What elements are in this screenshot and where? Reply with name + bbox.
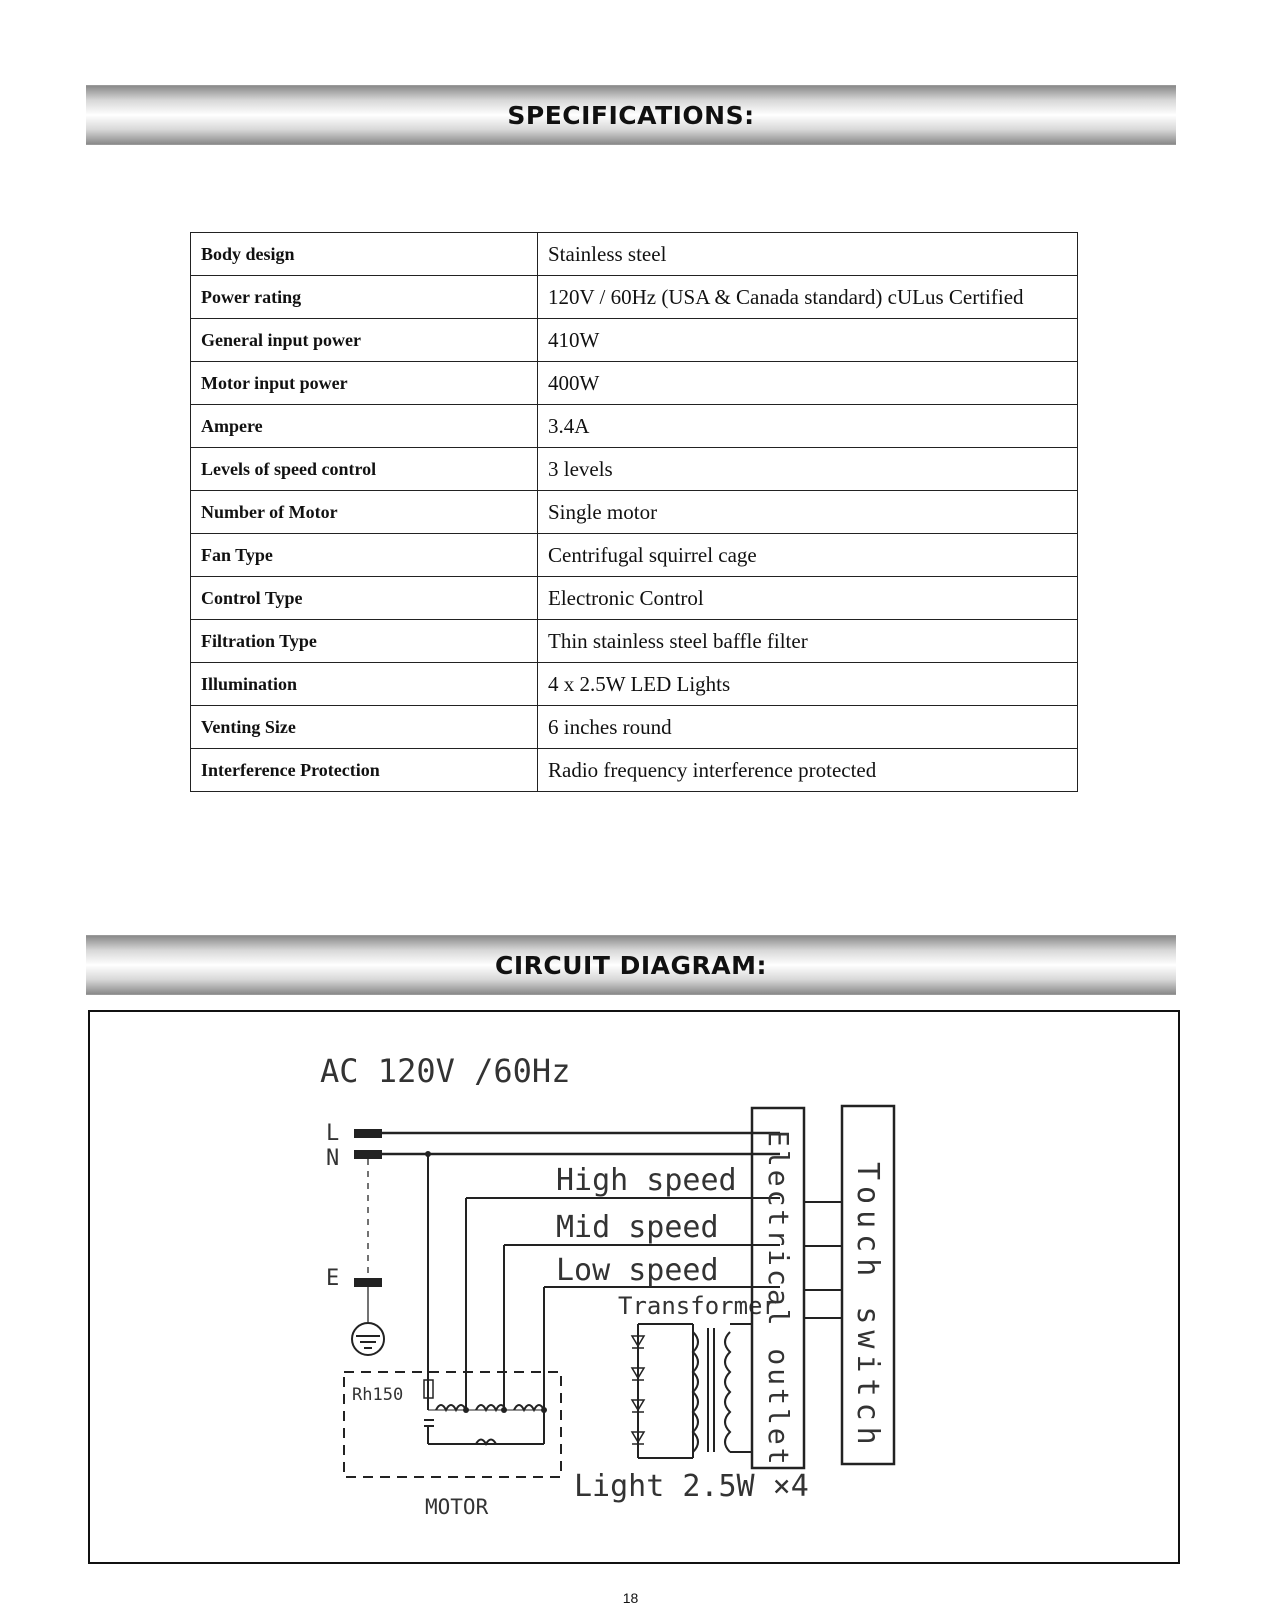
terminal-n-label: N [326,1146,340,1171]
supply-label: AC 120V /60Hz [320,1052,571,1090]
transformer-secondary-coil [725,1332,730,1452]
spec-row [191,362,1078,405]
spec-value: Centrifugal squirrel cage [538,534,1078,577]
electrical-outlet-label: Electrical outlet [762,1130,795,1468]
spec-value: Radio frequency interference protected [538,749,1078,792]
spec-value: Single motor [538,491,1078,534]
terminal-n-block [354,1150,382,1159]
spec-row [191,448,1078,491]
terminal-e-block [354,1278,382,1287]
spec-label: Body design [191,233,538,276]
motor-winding-symbol [436,1405,544,1410]
capacitor-label: Rh150 [352,1385,404,1405]
mid-speed-label: Mid speed [556,1210,719,1245]
specifications-heading: SPECIFICATIONS: [507,100,755,130]
terminal-e-label: E [326,1266,340,1291]
spec-value: Stainless steel [538,233,1078,276]
spec-row [191,620,1078,663]
spec-label: Control Type [191,577,538,620]
spec-value: 400W [538,362,1078,405]
specifications-table [190,232,1078,792]
circuit-diagram [88,1010,1180,1564]
spec-label: Filtration Type [191,620,538,663]
spec-row [191,534,1078,577]
spec-value: 3 levels [538,448,1078,491]
terminal-l-block [354,1129,382,1138]
spec-label: Power rating [191,276,538,319]
spec-value: 4 x 2.5W LED Lights [538,663,1078,706]
spec-value: 410W [538,319,1078,362]
spec-row [191,706,1078,749]
spec-row [191,491,1078,534]
spec-value: Thin stainless steel baffle filter [538,620,1078,663]
spec-row [191,233,1078,276]
spec-label: Number of Motor [191,491,538,534]
transformer-primary-coil [693,1332,698,1452]
low-speed-label: Low speed [556,1253,719,1288]
spec-row [191,577,1078,620]
motor-label: MOTOR [425,1495,489,1519]
spec-value: 120V / 60Hz (USA & Canada standard) cULus Certified [538,276,1078,319]
light-label: Light 2.5W ×4 [574,1469,809,1504]
circuit-diagram-banner [86,935,1176,995]
page-number: 18 [622,1590,639,1606]
spec-row [191,276,1078,319]
spec-row [191,319,1078,362]
specifications-banner [86,85,1176,145]
terminal-l-label: L [326,1121,340,1146]
spec-row [191,405,1078,448]
circuit-diagram-heading: CIRCUIT DIAGRAM: [494,950,767,980]
spec-label: Motor input power [191,362,538,405]
spec-row [191,663,1078,706]
spec-label: Levels of speed control [191,448,538,491]
high-speed-label: High speed [556,1163,737,1198]
spec-row [191,749,1078,792]
spec-label: Fan Type [191,534,538,577]
circuit-diagram-drawing [90,1012,1182,1566]
spec-label: Interference Protection [191,749,538,792]
touch-switch-label: Touch switch [850,1162,885,1451]
spec-value: 6 inches round [538,706,1078,749]
transformer-label: Transformer [618,1292,777,1320]
ground-icon [352,1323,384,1355]
spec-label: Venting Size [191,706,538,749]
spec-value: 3.4A [538,405,1078,448]
spec-label: Ampere [191,405,538,448]
spec-label: General input power [191,319,538,362]
spec-value: Electronic Control [538,577,1078,620]
spec-label: Illumination [191,663,538,706]
